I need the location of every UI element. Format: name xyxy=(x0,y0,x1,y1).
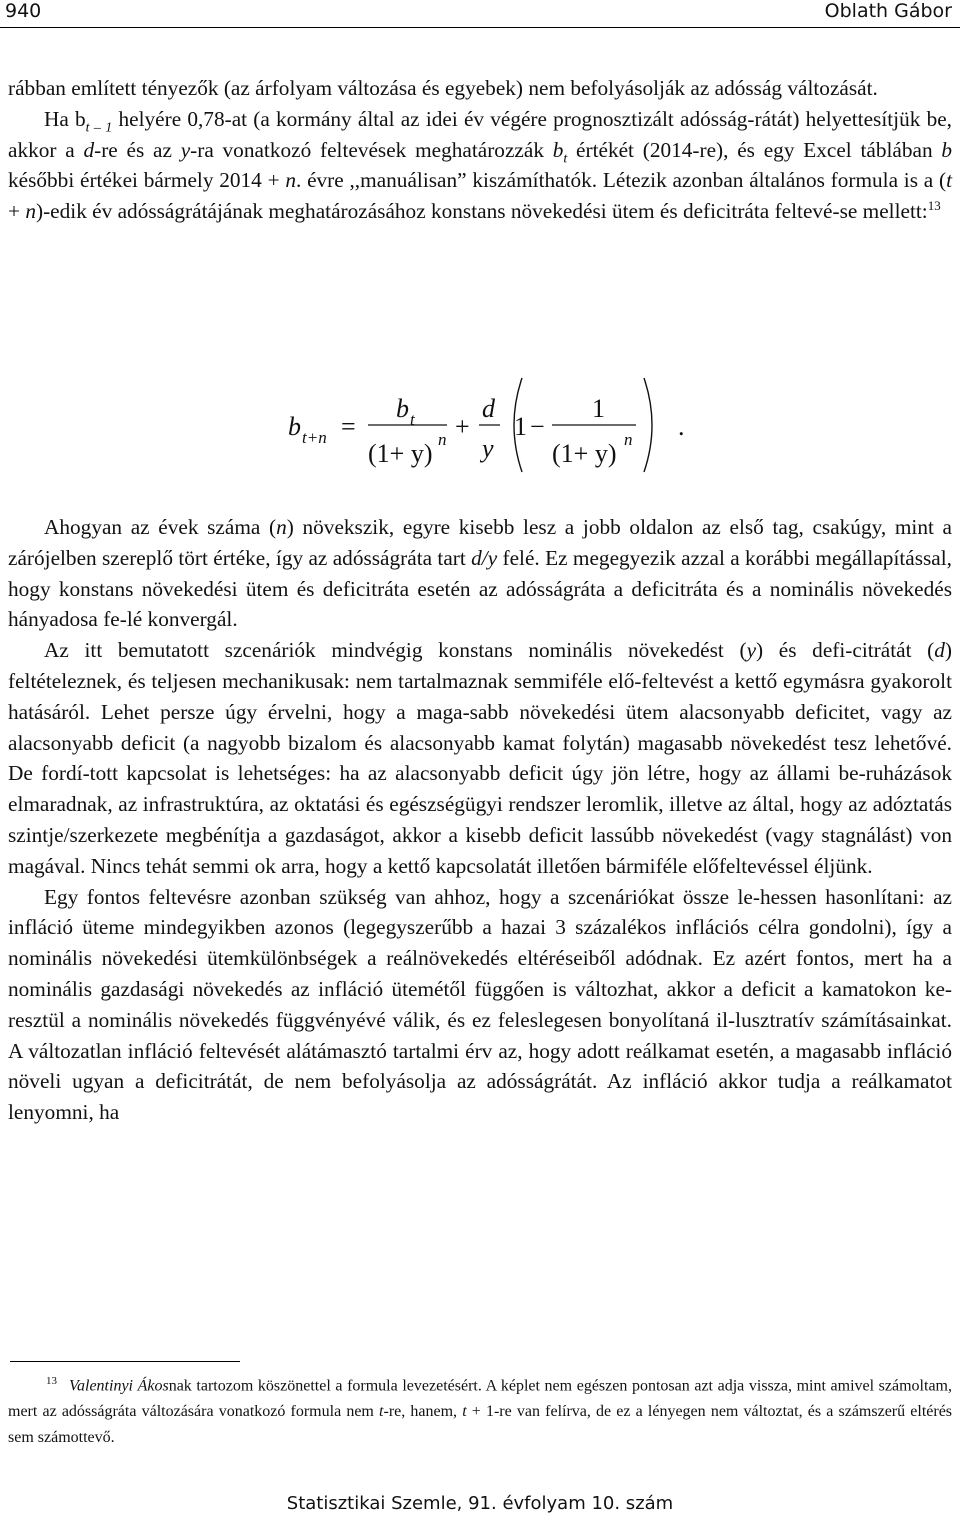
footnote-divider xyxy=(10,1361,240,1362)
page-header xyxy=(0,0,960,28)
footnote-ref[interactable]: 13 xyxy=(927,198,941,214)
paragraph: Ahogyan az évek száma (n) növekszik, egyre kisebb lesz a jobb oldalon az első tag, csakúgy, mint a zárójelben szereplő tört értéke, így az adósságráta tart d/y felé. Ez megegyezik azzal a korábbi megállapítással, hogy konstans növekedési ütem és deficitráta esetén az adósságráta a deficitráta és a nominális növekedés hányadosa fe-lé konvergál. xyxy=(8,515,953,632)
paragraph: rábban említett tényezők (az árfolyam változása és egyebek) nem befolyásolják az adósság változását. xyxy=(8,76,878,100)
paragraph: Egy fontos feltevésre azonban szükség van ahhoz, hogy a szcenáriókat össze le-hessen hasonlítani: az infláció üteme mindegyikben azonos (legegyszerűbb a hazai 3 százalékos inflációs célra gondolni), így a nominális növekedési ütemkülönbségek a reálnövekedés eltéréseiből adódnak. Ez azért fontos, mert ha a nominális gazdasági növekedés az infláció ütemétől függően is változhat, akkor a deficit a kamatokon ke-resztül a nominális növekedés függvényévé válik, és ez feleslegesen bonyolítaná il-lusztratív számításainkat. A változatlan infláció feltevését alátámasztó tartalmi érv az, hogy adott reálkamat esetén, a magasabb infláció növeli ugyan a deficitrátát, de nem befolyásolja az adósságrátát. Az infláció akkor tudja a reálkamatot lenyomni, ha xyxy=(8,884,952,1125)
formula-one: 1 xyxy=(514,412,527,441)
formula-lhs-sub: t+n xyxy=(302,428,327,447)
paragraph: Az itt bemutatott szcenáriók mindvégig konstans nominális növekedést (y) és defi-citrátát (d) feltételeznek, és teljesen mechanikusak: nem tartalmaznak semmiféle elő-feltevést a kettő egymásra gyakorolt hatásáról. Lehet persze úgy érvelni, hogy a maga-sabb növekedési ütem alacsonyabb deficitet, vagy az alacsonyabb deficit (a nagyobb bizalom és alacsonyabb kamat folytán) magasabb növekedést tesz lehetővé. De fordí-tott kapcsolat is lehetséges: ha az alacsonyabb deficit úgy jön létre, hogy az állami be-ruházások elmaradnak, az infrastruktúra, az oktatási és egészségügyi rendszer leromlik, illetve az által, hogy az adóztatás szintje/szerkezete megbénítja a gazdaságot, akkor a kisebb deficit lassúbb növekedést (vagy stagnálást) von magával. Nincs tehát semmi ok arra, hogy a kettő kapcsolatát illetően bármiféle előfeltevéssel éljünk. xyxy=(8,638,952,878)
page-footer: Statisztikai Szemle, 91. évfolyam 10. szám xyxy=(286,1493,674,1514)
big-right-paren xyxy=(644,378,652,472)
paragraph: Ha $b_{t - 1}$ helyére 0,78-at (a kormány által az idei év végére prognosztizált adósság-rátát) helyettesítjük be, akkor a d-re és az y-ra vonatkozó feltevések meghatározzák $b_t$ értékét (2014-re), és egy Excel táblában b későbbi értékei bármely 2014 + n. évre ,,manuálisan” kiszámíthatók. Létezik azonban általános formula is a (t + n)-edik év adósságrátájának meghatározásához konstans növekedési ütem és deficitráta feltevé-se mellett:$^{13}$ xyxy=(8,106,953,224)
formula-den2: y xyxy=(482,434,494,463)
body-section-top xyxy=(8,73,952,227)
formula-num2: d xyxy=(482,394,495,423)
footnote-person: Valentinyi Ákos xyxy=(69,1377,169,1395)
formula-den1: (1+ y) xyxy=(368,439,433,468)
formula-lhs: b xyxy=(288,412,301,441)
body-section-bottom xyxy=(8,512,952,1128)
header-divider xyxy=(0,27,960,28)
formula-plus: + xyxy=(455,412,470,441)
formula-minus: − xyxy=(530,412,545,441)
running-author: Oblath Gábor xyxy=(824,0,952,22)
formula-equals: = xyxy=(341,412,356,441)
footnote-number: 13 xyxy=(46,1375,57,1387)
formula-num1: b xyxy=(396,394,409,423)
formula-den3-exp: n xyxy=(624,430,633,449)
formula-num3: 1 xyxy=(592,394,605,423)
formula-num1-sub: t xyxy=(410,410,415,429)
formula-graphic xyxy=(0,370,960,480)
footnote: $^{13}$ Valentinyi Ákosnak tartozom köszönettel a formula levezetésért. A képlet nem egészen pontosan azt adja vissza, mint amivel számoltam, mert az adósságráta változására vonatkozó formula nem t-re, hanem, t + 1-re van felírva, de ez a lényegen nem változtat, és a számszerű eltérés sem számottevő. xyxy=(8,1375,953,1447)
formula-den1-exp: n xyxy=(438,430,447,449)
formula-period: . xyxy=(678,412,685,441)
page-number: 940 xyxy=(5,0,42,22)
formula-den3: (1+ y) xyxy=(552,439,617,468)
formula xyxy=(0,370,960,480)
